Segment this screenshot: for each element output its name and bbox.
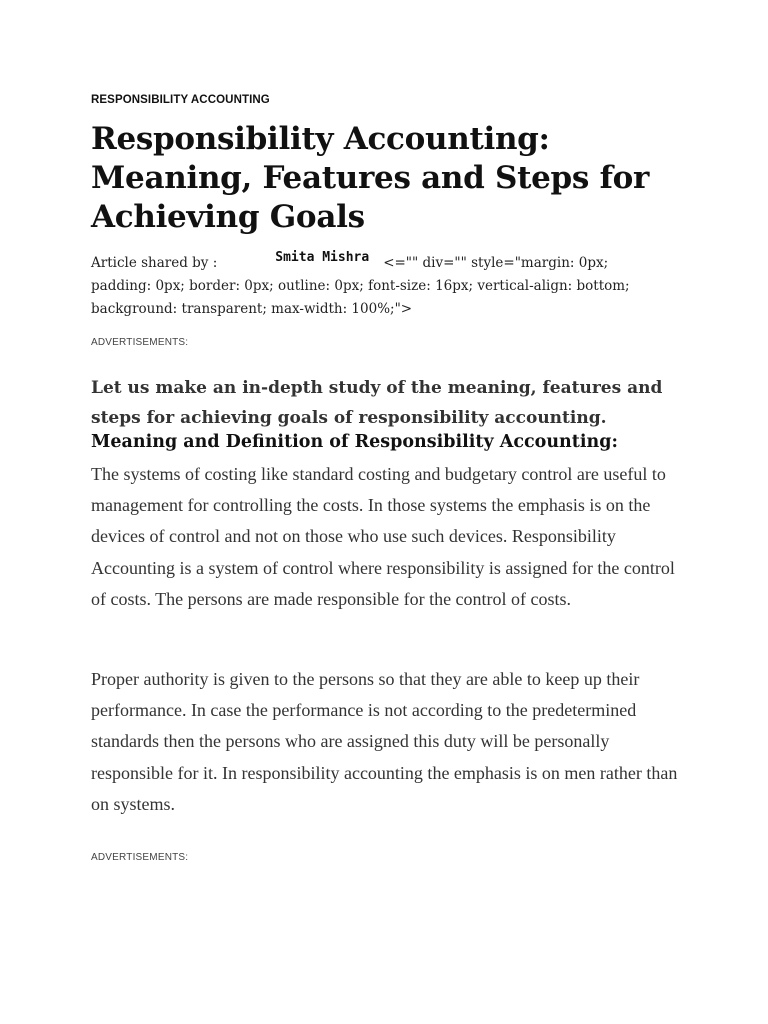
- body-paragraph: The systems of costing like standard costing and budgetary control are useful to management for controlling the costs. In those systems the emphasis is on the devices of control and not on those who use such devices. Responsibility Accounting is a system of control where responsibility is assigned for the control of costs. The persons are made responsible for the control of costs.: [91, 464, 675, 609]
- advertisements-label: ADVERTISEMENTS:: [91, 337, 189, 348]
- category-label[interactable]: RESPONSIBILITY ACCOUNTING: [91, 94, 270, 106]
- author-name[interactable]: Smita Mishra: [275, 250, 370, 265]
- article-title: Responsibility Accounting: Meaning, Features and Steps for Achieving Goals: [91, 121, 650, 235]
- section-heading: Meaning and Definition of Responsibility Accounting:: [91, 432, 618, 452]
- body-paragraph: Proper authority is given to the persons so that they are able to keep up their performance. In case the performance is not according to the predetermined standards then the persons who are assigned this duty will be personally responsible for it. In responsibility accounting the emphasis is on men rather than on systems.: [91, 669, 678, 814]
- advertisements-label: ADVERTISEMENTS:: [91, 852, 189, 863]
- byline-markup-residue: <="" div="" style="margin: 0px; padding: 0px; border: 0px; outline: 0px; font-size: 16px; vertical-align: bottom; background: transparent; max-width: 100%;">: [91, 255, 630, 317]
- byline-prefix: Article shared by :: [91, 255, 218, 271]
- article-intro: Let us make an in-depth study of the meaning, features and steps for achieving goals of responsibility accounting.: [91, 378, 663, 428]
- byline: [91, 252, 651, 321]
